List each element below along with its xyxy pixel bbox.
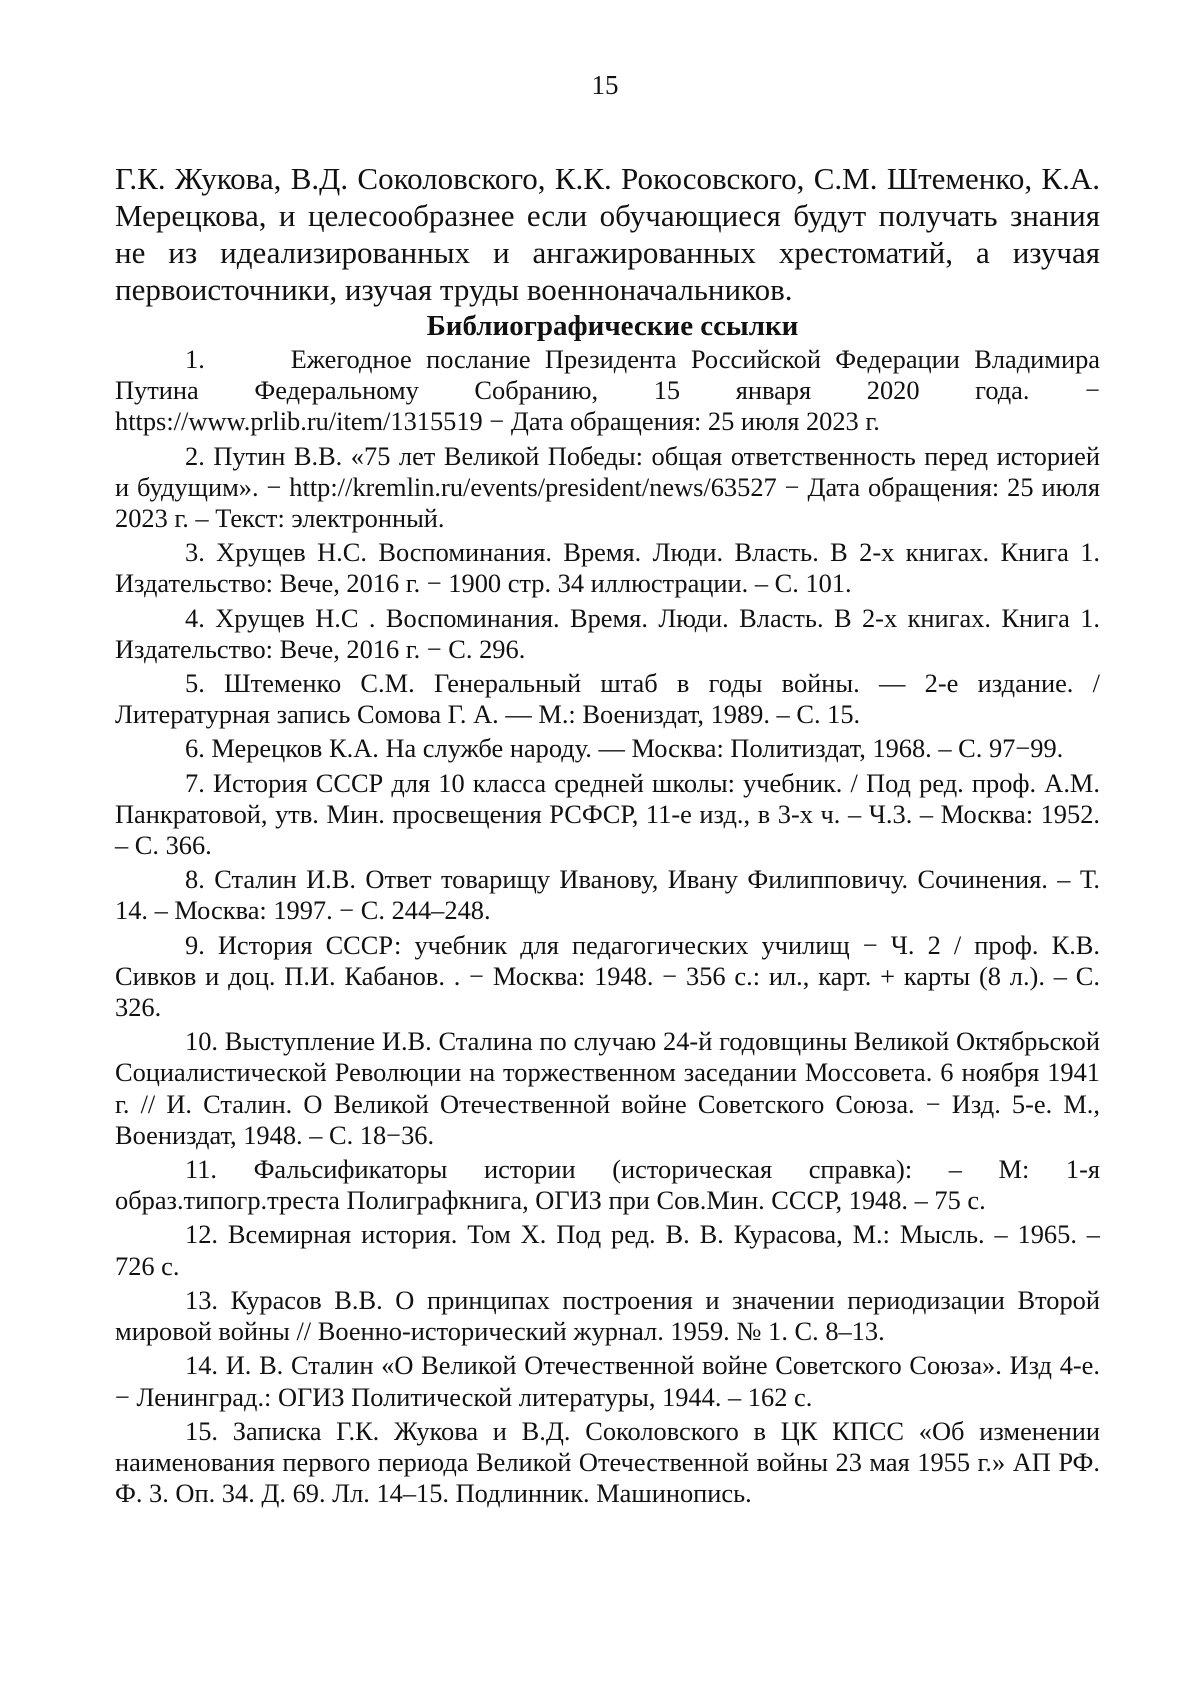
bibliography-heading: Библиографические ссылки bbox=[426, 310, 799, 342]
reference-item-3: 3. Хрущев Н.С. Воспоминания. Время. Люди. Власть. В 2-х книгах. Книга 1. Издательство: Вече, 2016 г. − 1900 стр. 34 иллюстрации. – С. 101. bbox=[115, 537, 1100, 599]
reference-item-1: 1. Ежегодное послание Президента Российской Федерации Владимира Путина Федеральному Собранию, 15 января 2020 года. − https://www.prlib.ru/item/1315519 − Дата обращения: 25 июля 2023 г. bbox=[115, 344, 1100, 437]
reference-item-8: 8. Сталин И.В. Ответ товарищу Иванову, Ивану Филипповичу. Сочинения. – Т. 14. – Москва: 1997. − С. 244–248. bbox=[115, 864, 1100, 926]
page-content bbox=[115, 160, 1100, 1512]
reference-item-7: 7. История СССР для 10 класса средней школы: учебник. / Под ред. проф. А.М. Панкратовой, утв. Мин. просвещения РСФСР, 11-е изд., в 3-х ч. – Ч.3. – Москва: 1952. – С. 366. bbox=[115, 767, 1100, 861]
reference-item-2: 2. Путин В.В. «75 лет Великой Победы: общая ответственность перед историей и будущим». − http://kremlin.ru/events/president/news/63527 − Дата обращения: 25 июля 2023 г. – Текст: электронный. bbox=[115, 440, 1100, 534]
reference-item-5: 5. Штеменко С.М. Генеральный штаб в годы войны. — 2-е издание. / Литературная запись Сомова Г. А. — М.: Воениздат, 1989. – С. 15. bbox=[115, 668, 1100, 730]
reference-item-14: 14. И. В. Сталин «О Великой Отечественной войне Советского Союза». Изд 4-е. − Ленинград.: ОГИЗ Политической литературы, 1944. – 162 с. bbox=[115, 1350, 1100, 1412]
reference-item-12: 12. Всемирная история. Том X. Под ред. В. В. Курасова, М.: Мысль. – 1965. – 726 с. bbox=[115, 1219, 1100, 1281]
reference-item-10: 10. Выступление И.В. Сталина по случаю 24-й годовщины Великой Октябрьской Социалистической Революции на торжественном заседании Моссовета. 6 ноября 1941 г. // И. Сталин. О Великой Отечественной войне Советского Союза. − Изд. 5-е. М., Воениздат, 1948. – С. 18−36. bbox=[115, 1026, 1100, 1150]
reference-item-13: 13. Курасов В.В. О принципах построения и значении периодизации Второй мировой войны // Военно-исторический журнал. 1959. № 1. С. 8–13. bbox=[115, 1284, 1100, 1347]
intro-paragraph: Г.К. Жукова, В.Д. Соколовского, К.К. Рокосовского, С.М. Штеменко, К.А. Мерецкова, и целесообразнее если обучающиеся будут получать знания не из идеализированных и ангажированных хрестоматий, а изучая первоисточники, изучая труды военноначальников. bbox=[115, 161, 1100, 307]
reference-item-15: 15. Записка Г.К. Жукова и В.Д. Соколовского в ЦК КПСС «Об изменении наименования первого периода Великой Отечественной войны 23 мая 1955 г.» АП РФ. Ф. 3. Оп. 34. Д. 69. Лл. 14–15. Подлинник. Машинопись. bbox=[115, 1415, 1100, 1509]
reference-item-9: 9. История СССР: учебник для педагогических училищ − Ч. 2 / проф. К.В. Сивков и доц. П.И. Кабанов. . − Москва: 1948. − 356 с.: ил., карт. + карты (8 л.). – С. 326. bbox=[115, 929, 1100, 1023]
page-number: 15 bbox=[591, 70, 619, 100]
reference-item-11: 11. Фальсификаторы истории (историческая справка): – М: 1-я образ.типогр.треста Полиграфкнига, ОГИЗ при Сов.Мин. СССР, 1948. – 75 с. bbox=[115, 1154, 1100, 1216]
reference-item-6: 6. Мерецков К.А. На службе народу. — Москва: Политиздат, 1968. – С. 97−99. bbox=[185, 733, 1064, 764]
reference-list bbox=[115, 344, 1100, 1509]
reference-item-4: 4. Хрущев Н.С . Воспоминания. Время. Люди. Власть. В 2-х книгах. Книга 1. Издательство: Вече, 2016 г. − С. 296. bbox=[115, 602, 1100, 664]
